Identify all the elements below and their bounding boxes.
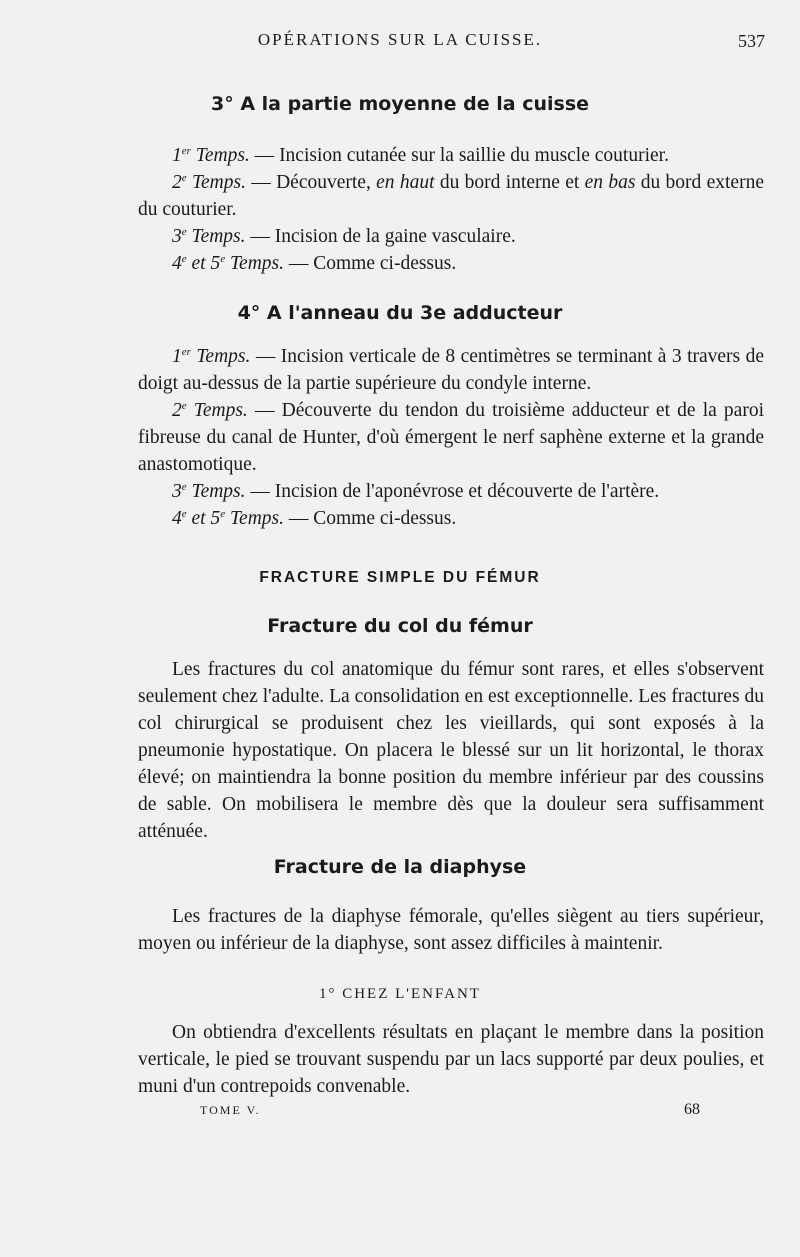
step-1: 1er Temps. — Incision cutanée sur la saillie du muscle couturier. <box>172 145 669 166</box>
section-4-steps <box>138 343 764 532</box>
step-1: 1er Temps. — Incision verticale de 8 centimètres se terminant à 3 travers de doigt au-dessus de la partie supérieure du condyle interne. <box>138 346 764 394</box>
volume-label: TOME V. <box>200 1103 261 1117</box>
col-heading: Fracture du col du fémur <box>267 615 533 637</box>
enfant-heading: 1° CHEZ L'ENFANT <box>318 986 482 1002</box>
running-title: OPÉRATIONS SUR LA CUISSE. <box>257 30 543 49</box>
enfant-text: On obtiendra d'excellents résultats en plaçant le membre dans la position verticale, le pied se trouvant suspendu par un lacs supporté par deux poulies, et muni d'un contrepoids convenable. <box>138 1022 764 1097</box>
section-3-steps <box>138 142 764 277</box>
step-3: 3e Temps. — Incision de l'aponévrose et découverte de l'artère. <box>172 481 660 502</box>
signature-mark: 68 <box>684 1101 700 1118</box>
step-2: 2e Temps. — Découverte du tendon du troisième adducteur et de la paroi fibreuse du canal de Hunter, d'où émergent le nerf saphène externe et la grande anastomotique. <box>138 400 764 475</box>
step-4-5: 4e et 5e Temps. — Comme ci-dessus. <box>172 253 457 274</box>
step-4-5: 4e et 5e Temps. — Comme ci-dessus. <box>172 508 457 529</box>
diaphyse-heading: Fracture de la diaphyse <box>273 856 527 878</box>
section-3-heading: 3° A la partie moyenne de la cuisse <box>210 93 590 115</box>
col-paragraph <box>138 656 764 845</box>
diaphyse-paragraph <box>138 903 764 957</box>
section-4-heading: 4° A l'anneau du 3e adducteur <box>237 302 563 324</box>
page-number: 537 <box>738 31 765 51</box>
col-text: Les fractures du col anatomique du fémur sont rares, et elles s'observent seulement chez l'adulte. La consolidation en est exceptionnelle. Les fractures du col chirurgical se produisent chez les vieillards, qui sont exposés à la pneumonie hypostatique. On placera le blessé sur un lit horizontal, le thorax élevé; on maintiendra la bonne position du membre inférieur par des coussins de sable. On mobilisera le membre dès que la douleur sera suffisamment atténuée. <box>138 659 764 842</box>
diaphyse-text: Les fractures de la diaphyse fémorale, qu'elles siègent au tiers supérieur, moyen ou inférieur de la diaphyse, sont assez difficiles à maintenir. <box>138 906 764 954</box>
fracture-title: FRACTURE SIMPLE DU FÉMUR <box>259 569 541 586</box>
step-3: 3e Temps. — Incision de la gaine vasculaire. <box>172 226 516 247</box>
step-2: 2e Temps. — Découverte, en haut du bord interne et en bas du bord externe du couturier. <box>138 172 764 220</box>
enfant-paragraph <box>138 1019 764 1100</box>
